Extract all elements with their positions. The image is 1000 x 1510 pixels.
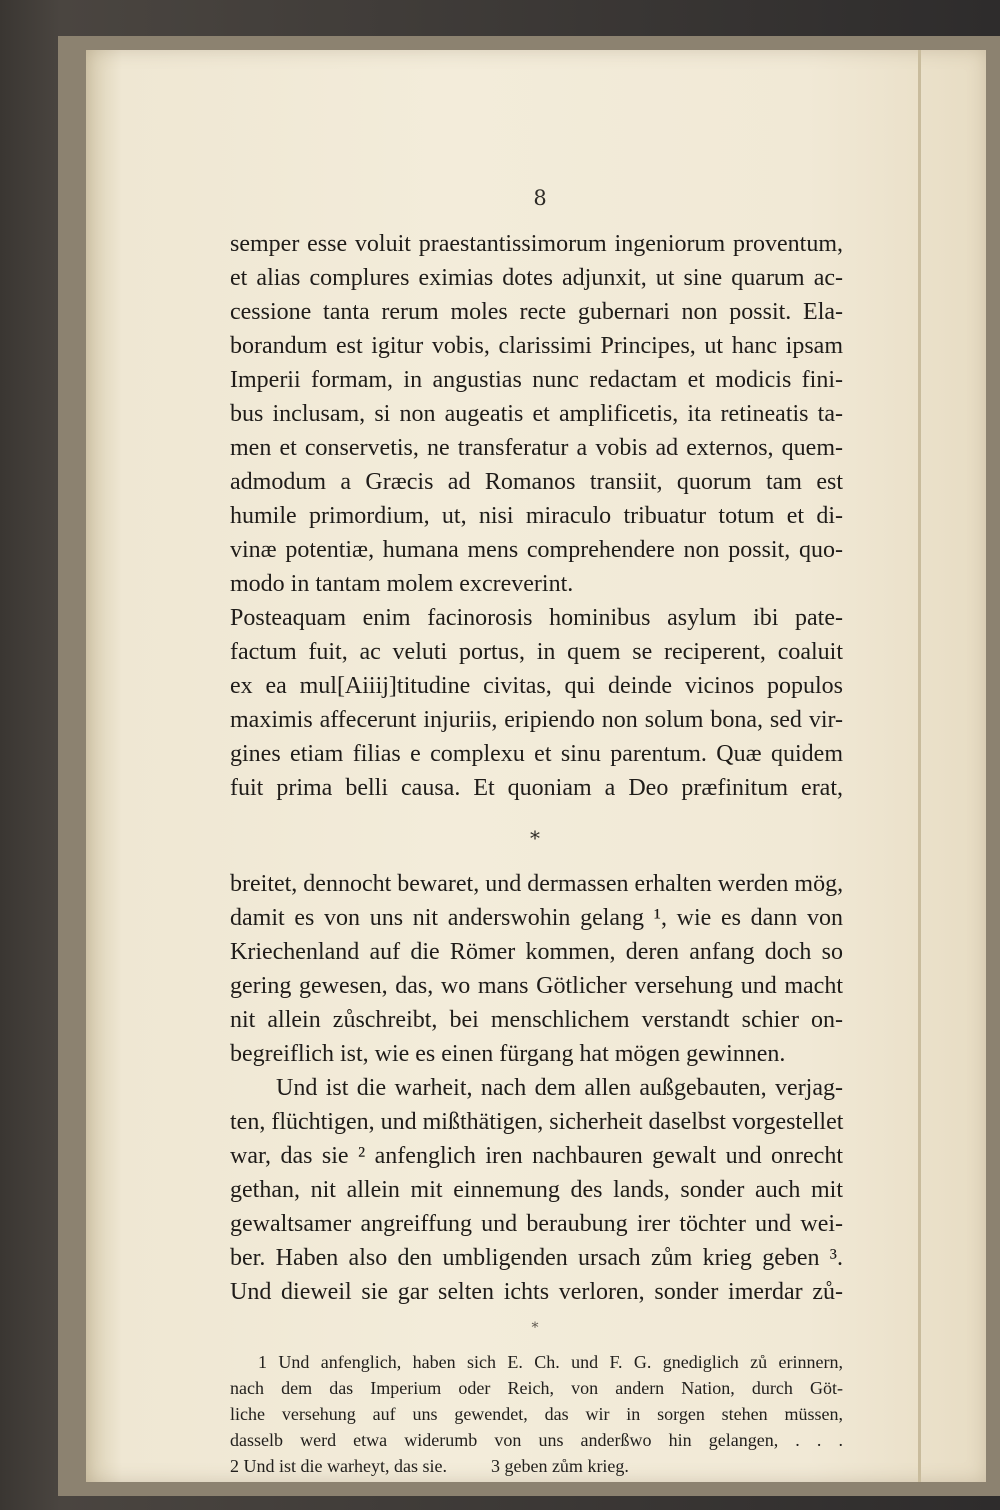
- footnote-line: liche versehung auf uns gewendet, das wir in sorgen stehen müssen,: [230, 1404, 843, 1424]
- page-number: 8: [533, 186, 547, 210]
- latin-line: Imperii formam, in angustias nunc redactam et modicis fini-: [230, 367, 843, 393]
- footnote-line: [230, 1454, 843, 1478]
- footnote-2: 2 Und ist die warheyt, das sie.: [230, 1456, 447, 1476]
- german-line: ten, flüchtigen, und mißthätigen, sicherheit daselbst vorgestellet: [230, 1109, 844, 1135]
- footnote-line: dasselb werd etwa widerumb von uns anderßwo hin gelangen, . . .: [230, 1430, 843, 1450]
- latin-line: men et conservetis, ne transferatur a vobis ad externos, quem-: [230, 435, 843, 461]
- footnote-3: 3 geben zům krieg.: [490, 1456, 629, 1476]
- latin-line: fuit prima belli causa. Et quoniam a Deo præfinitum erat,: [230, 775, 843, 801]
- latin-line: borandum est igitur vobis, clarissimi Principes, ut hanc ipsam: [230, 333, 843, 359]
- latin-line: gines etiam filias e complexu et sinu parentum. Quæ quidem: [230, 741, 843, 767]
- latin-line: maximis affecerunt injuriis, eripiendo non solum bona, sed vir-: [230, 707, 843, 733]
- latin-line: cessione tanta rerum moles recte gubernari non possit. Ela-: [230, 299, 843, 325]
- german-line: nit allein zůschreibt, bei menschlichem verstandt schier on-: [230, 1007, 843, 1033]
- footnote-line: nach dem das Imperium oder Reich, von andern Nation, durch Göt-: [230, 1378, 843, 1398]
- german-line: Kriechenland auf die Römer kommen, deren anfang doch so: [230, 939, 843, 965]
- german-line: gethan, nit allein mit einnemung des lands, sonder auch mit: [230, 1177, 843, 1203]
- latin-line: admodum a Græcis ad Romanos transiit, quorum tam est: [230, 469, 843, 495]
- latin-line: semper esse voluit praestantissimorum ingeniorum proventum,: [230, 231, 843, 257]
- latin-line: vinæ potentiæ, humana mens comprehendere non possit, quo-: [230, 537, 843, 563]
- german-line: Und dieweil sie gar selten ichts verloren, sonder imerdar zů-: [230, 1279, 843, 1305]
- latin-line: et alias complures eximias dotes adjunxit, ut sine quarum ac-: [230, 265, 843, 291]
- section-separator-star: *: [530, 826, 540, 850]
- german-line: begreiflich ist, wie es einen fürgang hat mögen gewinnen.: [230, 1041, 786, 1067]
- german-line: damit es von uns nit anderswohin gelang ¹, wie es dann von: [230, 905, 843, 931]
- footnote-line: 1 Und anfenglich, haben sich E. Ch. und F. G. gnediglich zů erinnern,: [258, 1352, 843, 1372]
- page-fold: [918, 50, 921, 1482]
- german-line: Und ist die warheit, nach dem allen außgebauten, verjag-: [276, 1075, 843, 1101]
- german-line: gering gewesen, das, wo mans Götlicher versehung und macht: [230, 973, 843, 999]
- latin-line: bus inclusam, si non augeatis et amplificetis, ita retineatis ta-: [230, 401, 843, 427]
- german-line: gewaltsamer angreiffung und beraubung irer töchter und wei-: [230, 1211, 843, 1237]
- german-line: war, das sie ² anfenglich iren nachbauren gewalt und onrecht: [230, 1143, 843, 1169]
- latin-line: modo in tantam molem excreverint.: [230, 571, 574, 597]
- german-line: ber. Haben also den umbligenden ursach zům krieg geben ³.: [230, 1245, 843, 1271]
- latin-line: ex ea mul[Aiiij]titudine civitas, qui deinde vicinos populos: [230, 673, 843, 699]
- latin-line: Posteaquam enim facinorosis hominibus asylum ibi pate-: [230, 605, 843, 631]
- german-line: breitet, dennocht bewaret, und dermassen erhalten werden mög,: [230, 871, 844, 897]
- footnote-separator-star: *: [531, 1320, 539, 1336]
- latin-line: humile primordium, ut, nisi miraculo tribuatur totum et di-: [230, 503, 843, 529]
- latin-line: factum fuit, ac veluti portus, in quem se reciperent, coaluit: [230, 639, 843, 665]
